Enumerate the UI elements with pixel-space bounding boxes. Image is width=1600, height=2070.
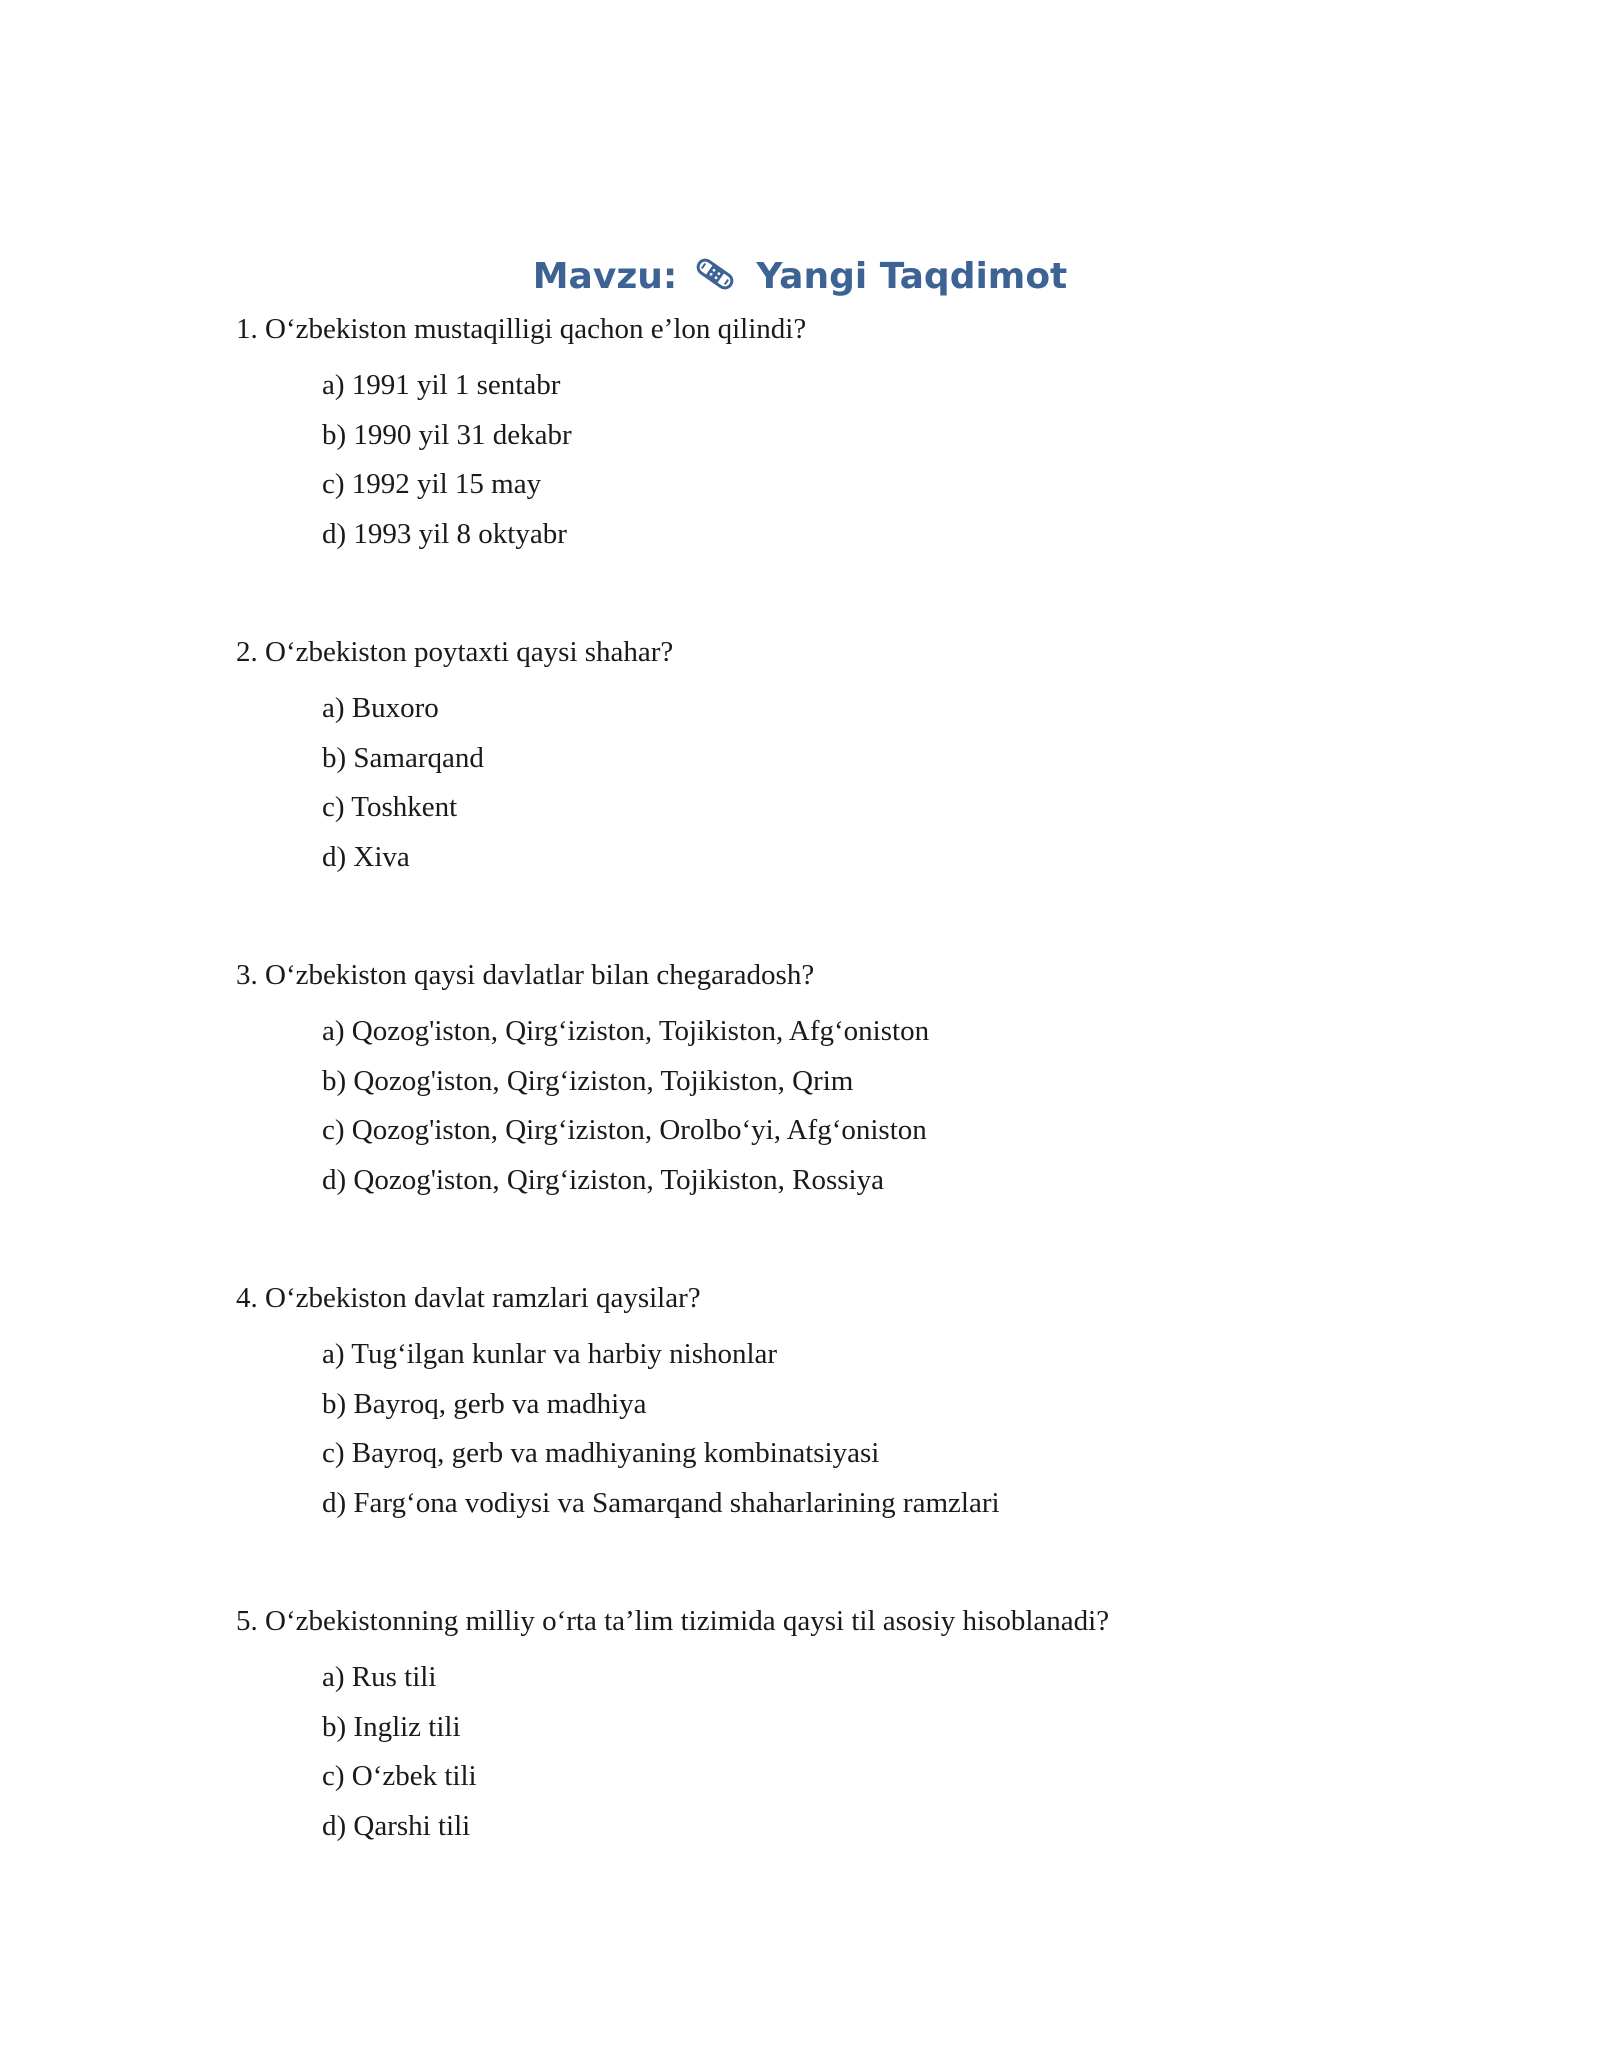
question-block (236, 1278, 1536, 1528)
answer-option: b) Qozog'iston, Qirg‘iziston, Tojikiston, Qrim (322, 1064, 854, 1097)
question-text: 4. O‘zbekiston davlat ramzlari qaysilar? (236, 1282, 701, 1314)
answer-options (322, 684, 1536, 882)
question-text: 5. O‘zbekistonning milliy o‘rta ta’lim tizimida qaysi til asosiy hisoblanadi? (236, 1605, 1110, 1637)
question-block (236, 309, 1536, 559)
answer-option: c) O‘zbek tili (322, 1760, 477, 1792)
answer-option: d) Farg‘ona vodiysi va Samarqand shaharlarining ramzlari (322, 1486, 1000, 1519)
answer-option: d) 1993 yil 8 oktyabr (322, 517, 567, 550)
answer-option: a) 1991 yil 1 sentabr (322, 369, 561, 401)
answer-option: a) Qozog'iston, Qirg‘iziston, Tojikiston, Afg‘oniston (322, 1015, 930, 1047)
answer-option: b) 1990 yil 31 dekabr (322, 418, 572, 451)
question-text: 1. O‘zbekiston mustaqilligi qachon e’lon qilindi? (236, 313, 807, 345)
question-block (236, 632, 1536, 882)
answer-option: d) Qarshi tili (322, 1809, 471, 1842)
title-prefix: Mavzu: (532, 256, 678, 297)
answer-option: c) Bayroq, gerb va madhiyaning kombinatsiyasi (322, 1437, 880, 1469)
answer-options (322, 1653, 1536, 1851)
answer-option: a) Tug‘ilgan kunlar va harbiy nishonlar (322, 1338, 778, 1370)
answer-options (322, 1330, 1536, 1528)
answer-option: d) Xiva (322, 840, 410, 873)
answer-options (322, 1007, 1536, 1205)
answer-option: a) Buxoro (322, 692, 439, 724)
answer-option: b) Ingliz tili (322, 1710, 461, 1743)
page-title (0, 250, 1600, 304)
answer-option: d) Qozog'iston, Qirg‘iziston, Tojikiston, Rossiya (322, 1163, 884, 1196)
question-block (236, 955, 1536, 1205)
bandage-icon (692, 254, 738, 290)
answer-option: b) Bayroq, gerb va madhiya (322, 1387, 647, 1420)
answer-option: c) Toshkent (322, 791, 458, 823)
title-main: Yangi Taqdimot (756, 256, 1068, 297)
answer-option: c) Qozog'iston, Qirg‘iziston, Orolbo‘yi, Afg‘oniston (322, 1114, 927, 1146)
answer-option: a) Rus tili (322, 1661, 437, 1693)
answer-options (322, 361, 1536, 559)
question-text: 2. O‘zbekiston poytaxti qaysi shahar? (236, 636, 674, 668)
answer-option: b) Samarqand (322, 741, 484, 774)
answer-option: c) 1992 yil 15 may (322, 468, 542, 500)
question-block (236, 1601, 1536, 1851)
question-text: 3. O‘zbekiston qaysi davlatlar bilan chegaradosh? (236, 959, 815, 991)
